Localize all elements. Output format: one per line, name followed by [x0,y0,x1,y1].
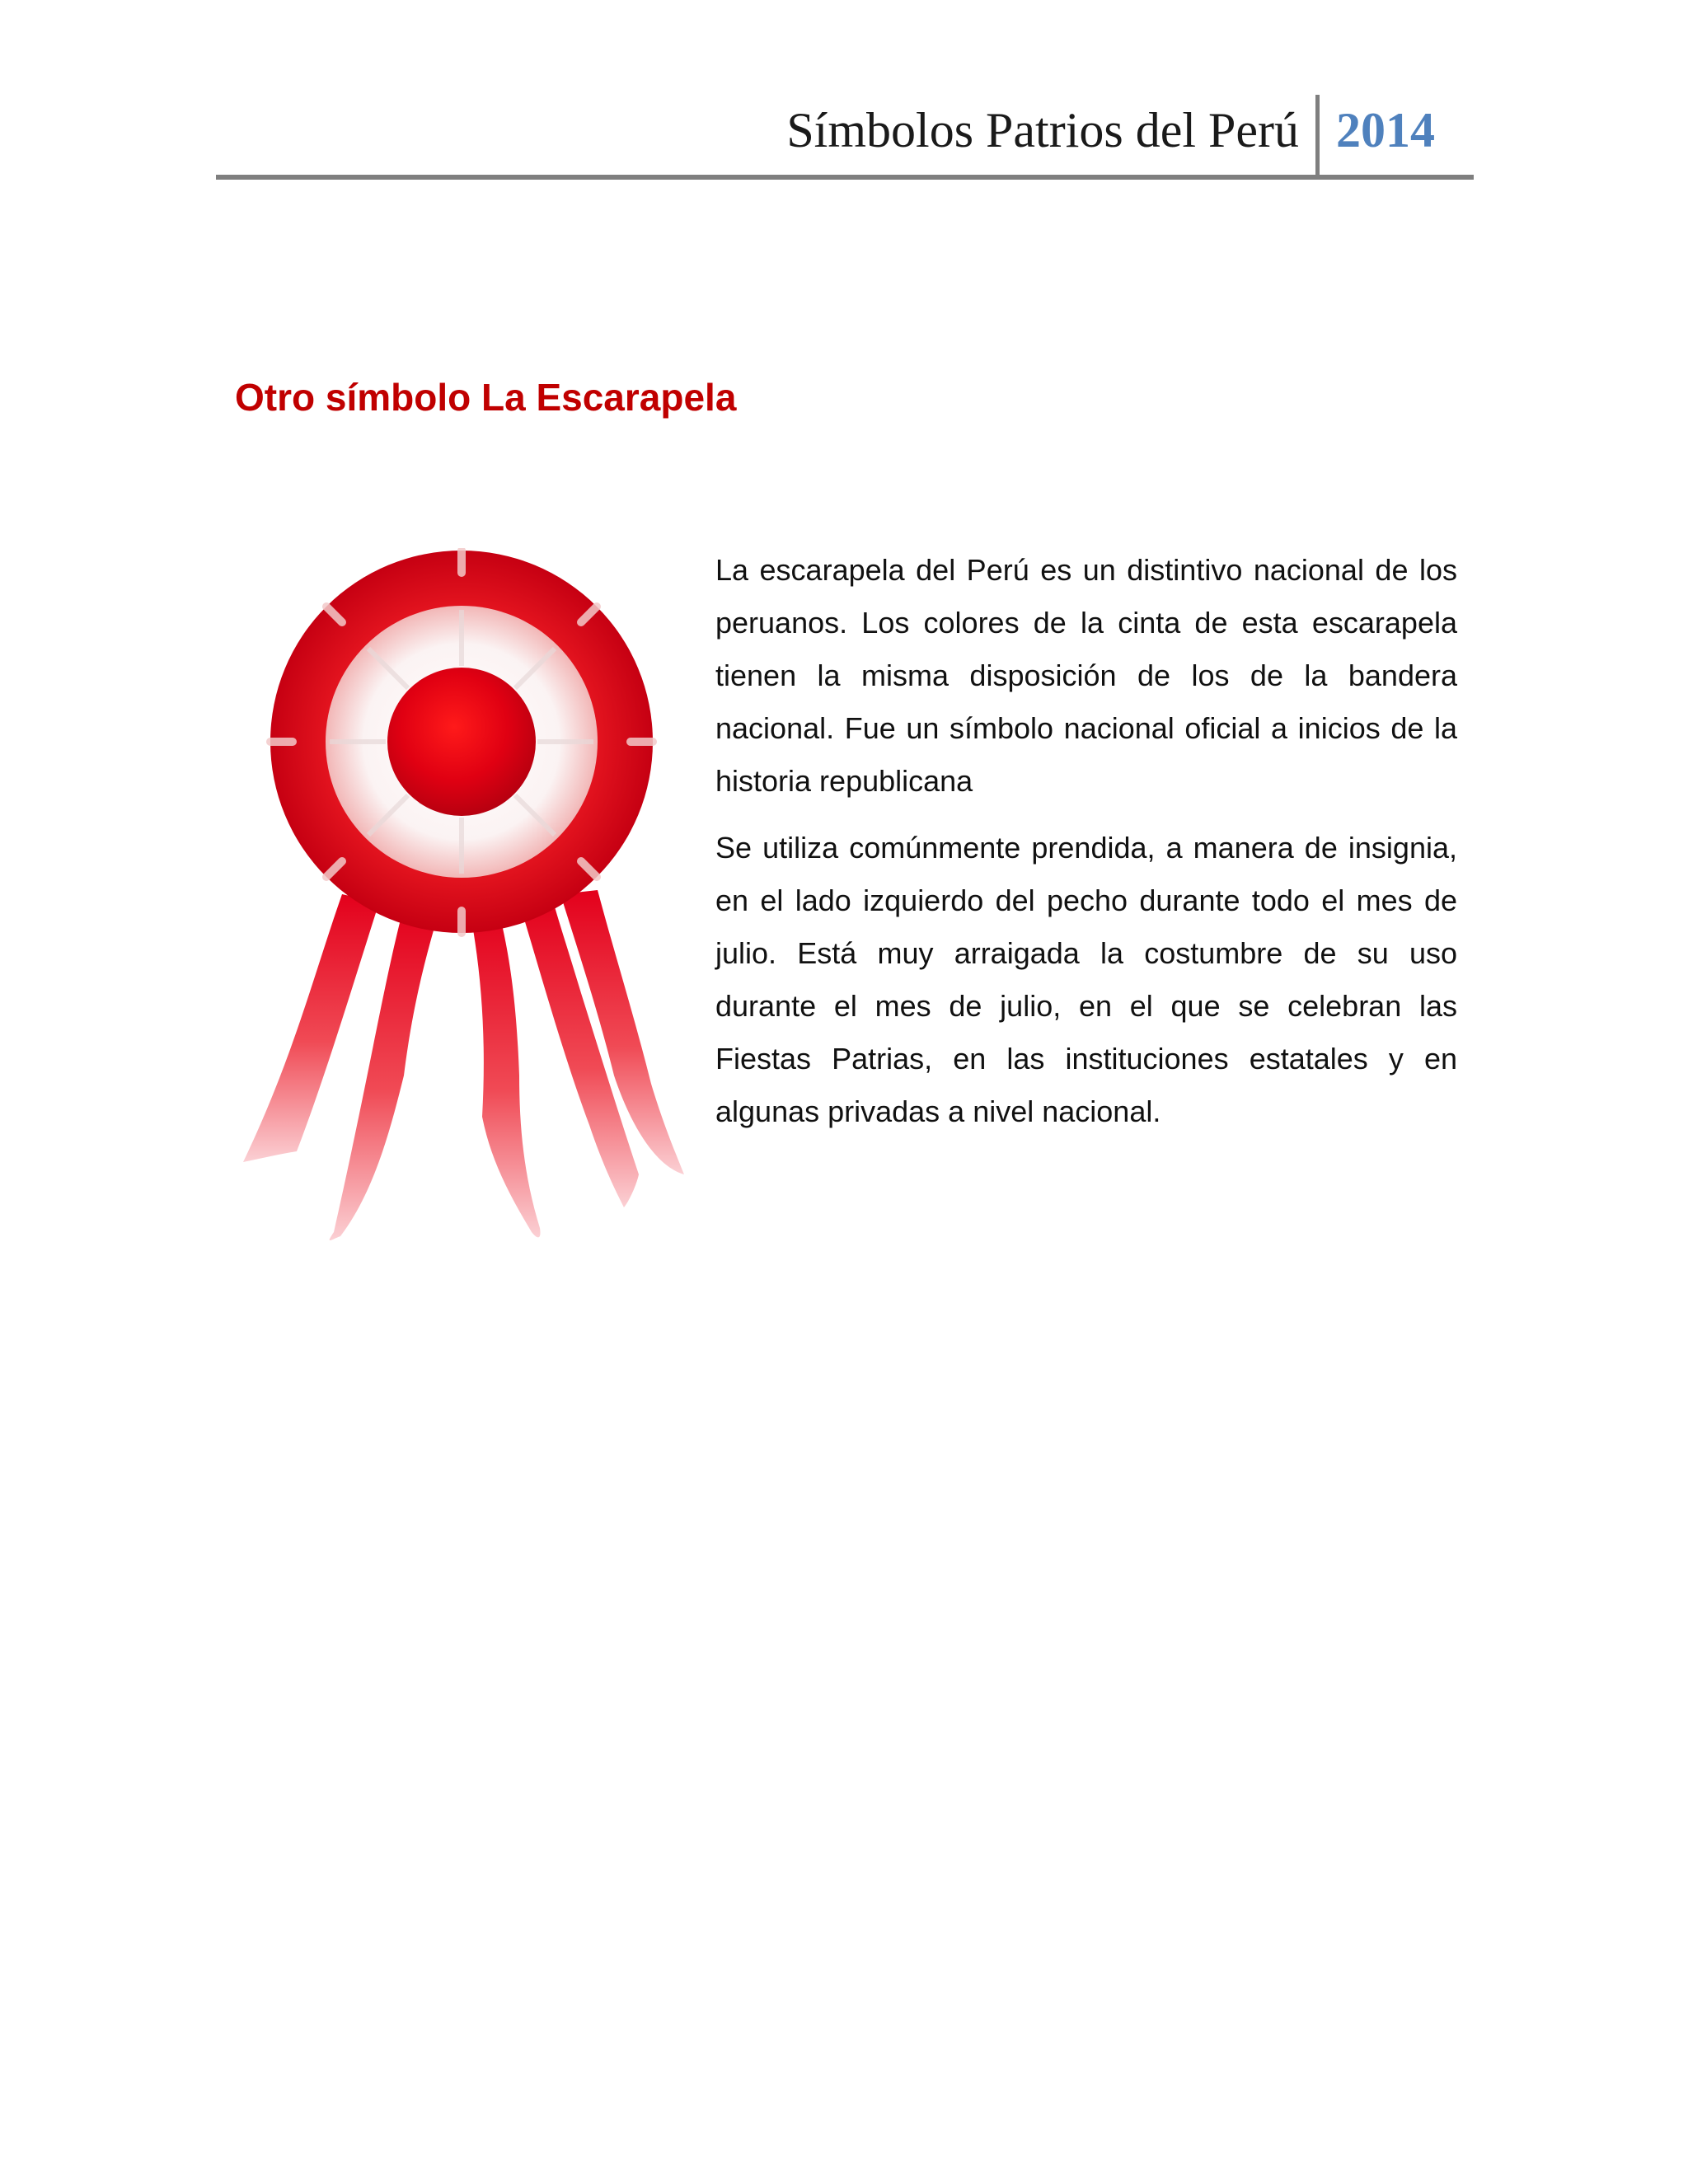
center-disk [387,668,536,816]
page-header [216,95,1474,180]
paragraph-1: La escarapela del Perú es un distintivo nacional de los peruanos. Los colores de la cinta de esta escarapela tienen la misma disposición de los de la bandera nacional. Fue un símbolo nacional oficial a inicios de la historia republicana [715,553,1457,798]
escarapela-icon [235,548,688,1240]
paragraph-2: Se utiliza comúnmente prendida, a manera de insignia, en el lado izquierdo del pecho durante todo el mes de julio. Está muy arraigada la costumbre de su uso durante el mes de julio, en el que se celebran las Fiestas Patrias, en las instituciones estatales y en algunas privadas a nivel nacional. [715,831,1457,1128]
ribbons [243,890,684,1240]
body-text [715,544,1457,1152]
header-divider [1315,95,1320,175]
header-title: Símbolos Patrios del Perú [786,103,1299,157]
section-title: Otro símbolo La Escarapela [235,376,737,419]
header-year: 2014 [1336,103,1435,157]
